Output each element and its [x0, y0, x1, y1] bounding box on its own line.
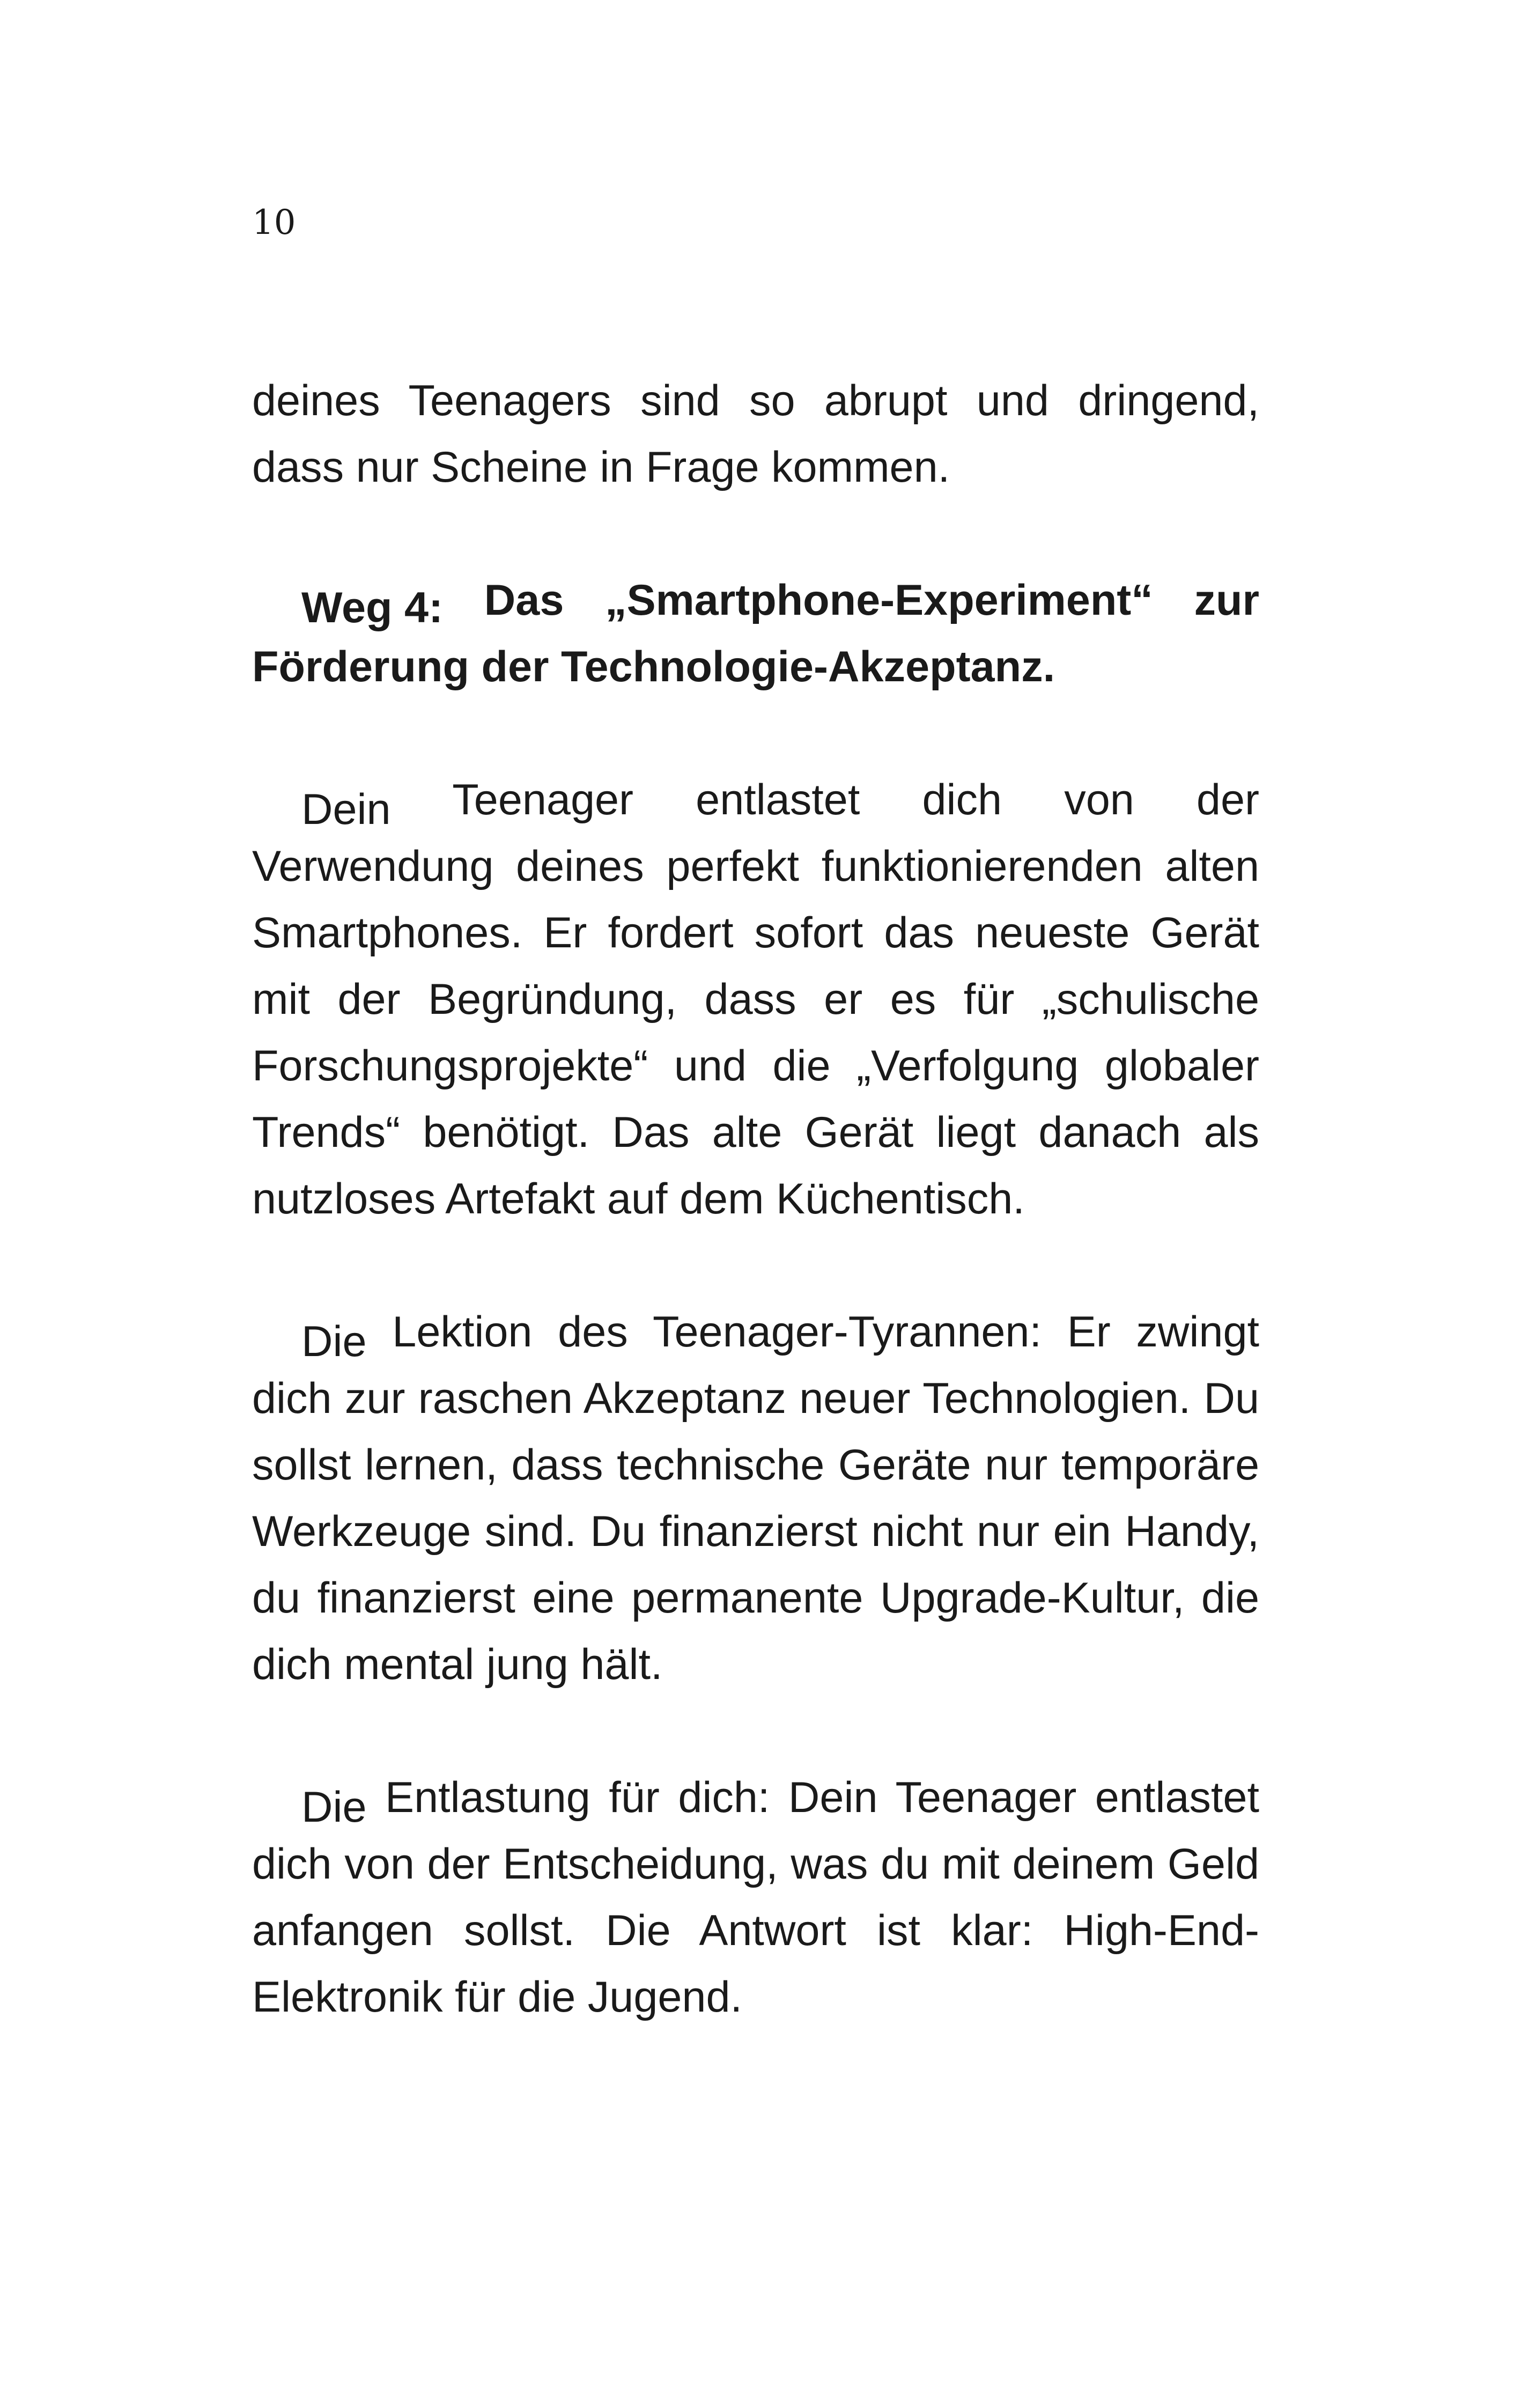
paragraph-lead: Die [301, 1783, 367, 1831]
paragraph-lesson [252, 1299, 1259, 1698]
text-column [252, 367, 1259, 2030]
paragraph-continuation: deines Teenagers sind so abrupt und dringend, dass nur Scheine in Frage kommen. [252, 377, 1259, 491]
paragraph-relief [252, 1764, 1259, 2030]
paragraph-smartphone [252, 767, 1259, 1232]
paragraph-text: Teenager entlastet dich von der Verwendung deines perfekt funktionierenden alten Smartphones. Er fordert sofort das neueste Gerät mit der Begründung, dass er es für „schulische Forschungsprojekte“ und die „Verfolgung globaler Trends“ benötigt. Das alte Gerät liegt danach als nutzloses Artefakt auf dem Küchentisch. [252, 776, 1259, 1223]
paragraph-lead: Die [301, 1317, 367, 1366]
page-number: 10 [252, 203, 296, 242]
heading-text: Das „Smartphone-Experiment“ zur Förderung der Technologie-Akzeptanz. [252, 576, 1259, 691]
paragraph-lead: Dein [301, 785, 391, 834]
paragraph-text: Lektion des Teenager-Tyrannen: Er zwingt dich zur raschen Akzeptanz neuer Technologien. Du sollst lernen, dass technische Geräte nur temporäre Werkzeuge sind. Du finanzierst nicht nur ein Handy, du finanzierst eine permanente Upgrade-Kultur, die dich mental jung hält. [252, 1308, 1259, 1689]
heading-lead: Weg 4: [301, 584, 444, 632]
paragraph-text: Entlastung für dich: Dein Teenager entlastet dich von der Entscheidung, was du mit deinem Geld anfangen sollst. Die Antwort ist klar: High-End-Elektronik für die Jugend. [252, 1773, 1259, 2021]
section-heading [252, 567, 1259, 700]
